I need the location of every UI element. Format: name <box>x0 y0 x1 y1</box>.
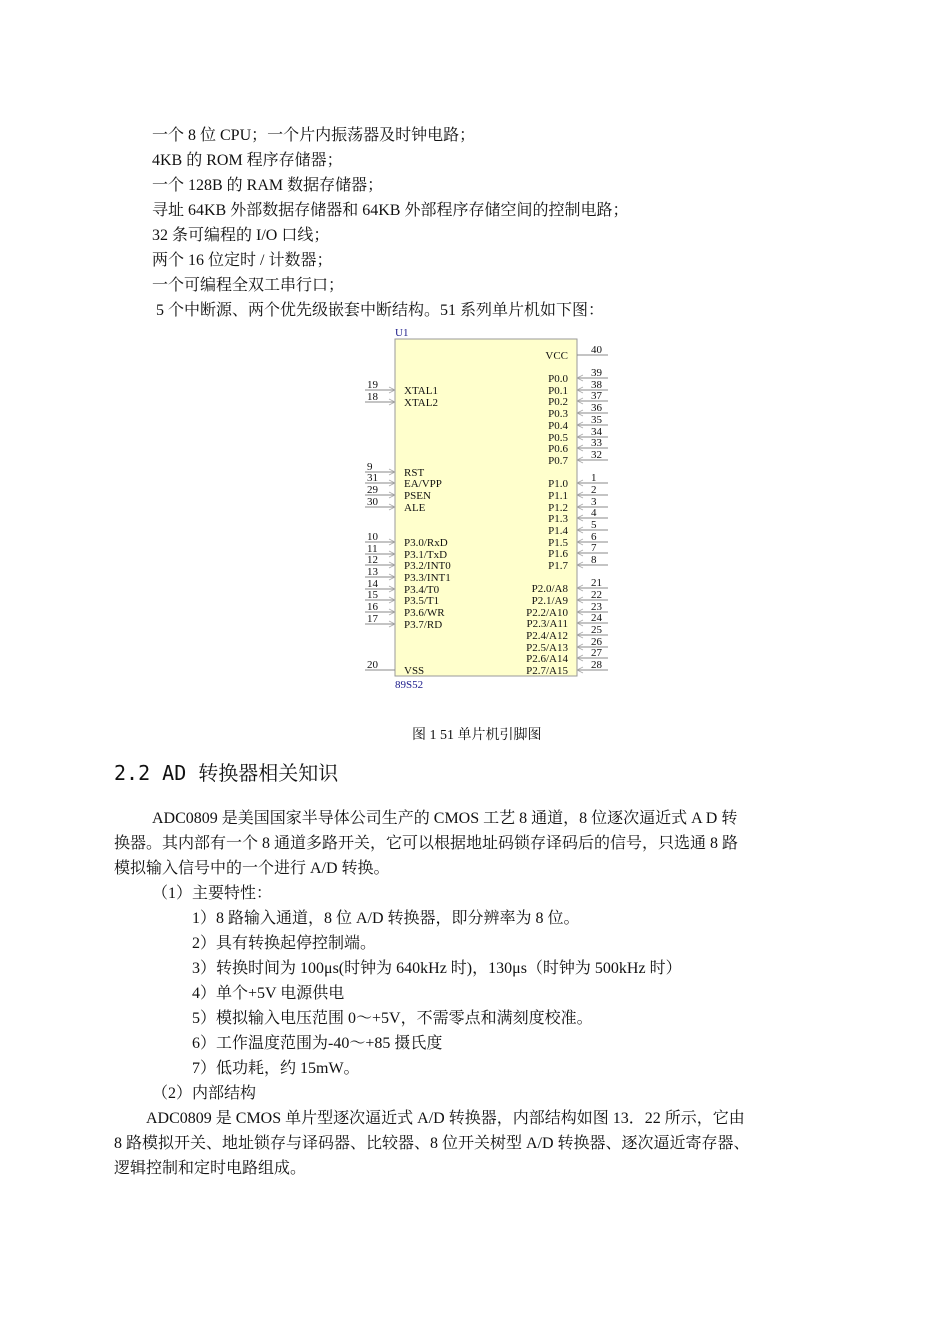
pin-number: 15 <box>367 589 378 601</box>
pin-number: 27 <box>591 647 602 659</box>
pin-number: 34 <box>591 426 602 438</box>
pin-name: P1.4 <box>548 525 568 537</box>
pin-name: P0.3 <box>548 408 568 420</box>
pin-name: P0.1 <box>548 385 568 397</box>
pin-name: ALE <box>404 502 426 514</box>
intro-line-4: 寻址 64KB 外部数据存储器和 64KB 外部程序存储空间的控制电路； <box>152 202 629 219</box>
pin-name: P1.2 <box>548 502 568 514</box>
pin-number: 8 <box>591 554 597 566</box>
pin-name: P3.4/T0 <box>404 584 440 596</box>
intro-line-5: 32 条可编程的 I/O 口线； <box>152 227 330 244</box>
intro-line-2: 4KB 的 ROM 程序存储器； <box>152 152 343 169</box>
pin-number: 18 <box>367 391 378 403</box>
pin-name: XTAL1 <box>404 385 438 397</box>
pin-name: P2.7/A15 <box>526 665 568 677</box>
para2-line-2: 8 路模拟开关、地址锁存与译码器、比较器、8 位开关树型 A/D 转换器、逐次逼近寄存器、 <box>114 1135 750 1152</box>
pin-name: P0.5 <box>548 432 568 444</box>
feature-item-4: 4）单个+5V 电源供电 <box>192 985 345 1002</box>
intro-line-3: 一个 128B 的 RAM 数据存储器； <box>152 177 384 194</box>
pin-number: 30 <box>367 496 378 508</box>
pin-number: 21 <box>591 577 602 589</box>
pin-name: P3.2/INT0 <box>404 560 451 572</box>
feature-item-6: 6）工作温度范围为-40～+85 摄氏度 <box>192 1035 443 1052</box>
pin-name: P0.4 <box>548 420 568 432</box>
pin-number: 2 <box>591 484 597 496</box>
pin-name: P1.3 <box>548 513 568 525</box>
pin-number: 38 <box>591 379 602 391</box>
pin-number: 28 <box>591 659 602 671</box>
pin-number: 16 <box>367 601 378 613</box>
feature-item-7: 7）低功耗，约 15mW。 <box>192 1060 360 1077</box>
pin-name: P2.1/A9 <box>531 595 568 607</box>
pin-number: 24 <box>591 612 602 624</box>
pin-number: 33 <box>591 437 602 449</box>
pin-name: P3.1/TxD <box>404 549 448 561</box>
intro-line-6: 两个 16 位定时 / 计数器； <box>152 252 333 269</box>
pin-name: P2.5/A13 <box>526 642 568 654</box>
pin-number: 9 <box>367 461 373 473</box>
pin-name: P3.7/RD <box>404 619 443 631</box>
pin-name: P0.0 <box>548 373 568 385</box>
pin-number: 14 <box>367 578 378 590</box>
pin-number: 29 <box>367 484 378 496</box>
pin-name: P1.6 <box>548 548 568 560</box>
pin-number: 19 <box>367 379 378 391</box>
chip-part-label: 89S52 <box>395 679 424 691</box>
section-heading: 2.2 AD 转换器相关知识 <box>114 761 339 785</box>
pin-name: XTAL2 <box>404 397 438 409</box>
pin-number: 36 <box>591 402 602 414</box>
intro-line-1: 一个 8 位 CPU；一个片内振荡器及时钟电路； <box>152 127 476 144</box>
intro-line-7: 一个可编程全双工串行口； <box>152 277 345 294</box>
pin-number: 25 <box>591 624 602 636</box>
pin-number: 4 <box>591 507 597 519</box>
pin-name: P2.0/A8 <box>531 583 568 595</box>
pin-name: P3.6/WR <box>404 607 445 619</box>
para1-line-1: ADC0809 是美国国家半导体公司生产的 CMOS 工艺 8 通道，8 位逐次逼近式 A D 转 <box>152 810 738 827</box>
pin-name: P1.1 <box>548 490 568 502</box>
para1-line-3: 模拟输入信号中的一个进行 A/D 转换。 <box>114 860 390 877</box>
figure-caption: 图 1 51 单片机引脚图 <box>412 728 542 743</box>
pin-name: PSEN <box>404 490 431 502</box>
pin-number: 3 <box>591 496 597 508</box>
pin-name: P2.4/A12 <box>526 630 568 642</box>
feature-item-2: 2）具有转换起停控制端。 <box>192 935 377 952</box>
structure-title: （2）内部结构 <box>152 1085 257 1102</box>
pin-number: 11 <box>367 543 378 555</box>
para2-line-3: 逻辑控制和定时电路组成。 <box>114 1160 307 1177</box>
pin-number: 39 <box>591 367 602 379</box>
feature-item-3: 3）转换时间为 100μs(时钟为 640kHz 时)，130μs（时钟为 500kHz 时） <box>192 960 682 977</box>
pin-number: 26 <box>591 636 602 648</box>
pin-number: 6 <box>591 531 597 543</box>
pin-number: 1 <box>591 472 597 484</box>
pin-name: P0.2 <box>548 396 568 408</box>
microcontroller-pinout-diagram <box>340 322 630 702</box>
intro-line-8: 5 个中断源、两个优先级嵌套中断结构。51 系列单片机如下图： <box>152 302 605 319</box>
pin-name: P1.5 <box>548 537 568 549</box>
pin-number: 37 <box>591 390 602 402</box>
para2-line-1: ADC0809 是 CMOS 单片型逐次逼近式 A/D 转换器，内部结构如图 13．22 所示，它由 <box>146 1110 745 1127</box>
pin-number: 40 <box>591 344 602 356</box>
pin-name: P1.7 <box>548 560 568 572</box>
pin-number: 31 <box>367 472 378 484</box>
pin-name: P1.0 <box>548 478 568 490</box>
pin-name: P0.6 <box>548 443 568 455</box>
pin-number: 10 <box>367 531 378 543</box>
pin-number: 20 <box>367 659 378 671</box>
pin-number: 7 <box>591 542 597 554</box>
pin-name: VCC <box>545 350 568 362</box>
pin-name: P3.5/T1 <box>404 595 440 607</box>
pin-name: VSS <box>404 665 425 677</box>
pin-number: 13 <box>367 566 378 578</box>
pin-number: 17 <box>367 613 378 625</box>
pin-name: P3.3/INT1 <box>404 572 451 584</box>
pin-name: P2.3/A11 <box>526 618 568 630</box>
pin-name: EA/VPP <box>404 478 442 490</box>
pin-number: 32 <box>591 449 602 461</box>
pin-name: P2.6/A14 <box>526 653 568 665</box>
pin-number: 23 <box>591 601 602 613</box>
para1-line-2: 换器。其内部有一个 8 通道多路开关，它可以根据地址码锁存译码后的信号，只选通 8 路 <box>114 835 739 852</box>
feature-item-5: 5）模拟输入电压范围 0～+5V，不需零点和满刻度校准。 <box>192 1010 593 1027</box>
pin-number: 5 <box>591 519 597 531</box>
pin-name: P2.2/A10 <box>526 607 568 619</box>
chip-ref-label: U1 <box>395 327 409 339</box>
pin-number: 12 <box>367 554 378 566</box>
feature-item-1: 1）8 路输入通道，8 位 A/D 转换器，即分辨率为 8 位。 <box>192 910 580 927</box>
pin-name: P0.7 <box>548 455 568 467</box>
pin-number: 22 <box>591 589 602 601</box>
pin-number: 35 <box>591 414 602 426</box>
pin-name: P3.0/RxD <box>404 537 448 549</box>
features-title: （1）主要特性： <box>152 885 273 902</box>
pin-name: RST <box>404 467 425 479</box>
